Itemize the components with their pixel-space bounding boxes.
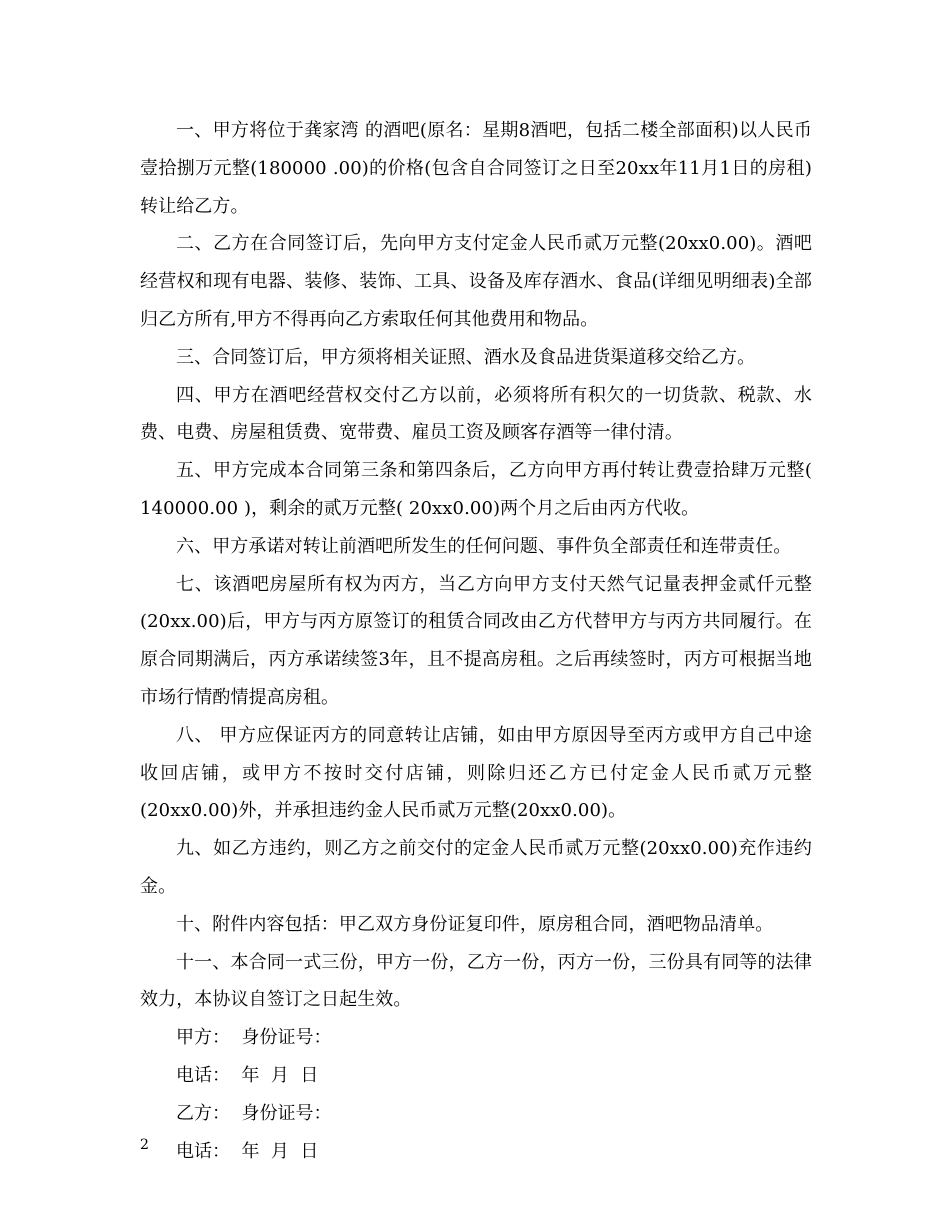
contract-body — [140, 112, 812, 1170]
clause-6: 六、甲方承诺对转让前酒吧所发生的任何问题、事件负全部责任和连带责任。 — [176, 535, 792, 557]
clause-7: 七、该酒吧房屋所有权为丙方，当乙方向甲方支付天然气记量表押金贰仟元整(20xx.00)后，甲方与丙方原签订的租赁合同改由乙方代替甲方与丙方共同履行。在原合同期满后，丙方承诺续签3年，且不提高房租。之后再续签时，丙方可根据当地市场行情酌情提高房租。 — [140, 573, 812, 708]
clause-3: 三、合同签订后，甲方须将相关证照、酒水及食品进货渠道移交给乙方。 — [176, 346, 756, 368]
clause-4: 四、甲方在酒吧经营权交付乙方以前，必须将所有积欠的一切货款、税款、水费、电费、房屋租赁费、宽带费、雇员工资及顾客存酒等一律付清。 — [140, 384, 812, 444]
clause-1: 一、甲方将位于龚家湾 的酒吧(原名：星期8酒吧，包括二楼全部面积)以人民币壹拾捌万元整(180000 .00)的价格(包含自合同签订之日至20xx年11月1日的房租)转让给乙方。 — [140, 120, 812, 217]
party-b-id-line: 乙方： 身份证号： — [176, 1102, 332, 1124]
party-a-id-line: 甲方： 身份证号： — [176, 1027, 332, 1049]
party-b-phone-line: 电话： 年 月 日 — [176, 1140, 319, 1162]
clause-5: 五、甲方完成本合同第三条和第四条后，乙方向甲方再付转让费壹拾肆万元整( 140000.00 )，剩余的贰万元整( 20xx0.00)两个月之后由丙方代收。 — [140, 460, 812, 519]
clause-8: 八、 甲方应保证丙方的同意转让店铺，如由甲方原因导至丙方或甲方自己中途收回店铺，或甲方不按时交付店铺，则除归还乙方已付定金人民币贰万元整(20xx0.00)外，并承担违约金人民币贰万元整(20xx0.00)。 — [140, 724, 812, 822]
page-number: 2 — [140, 1137, 149, 1153]
clause-10: 十、附件内容包括：甲乙双方身份证复印件，原房租合同，酒吧物品清单。 — [176, 913, 774, 935]
signature-block — [140, 1019, 812, 1170]
clause-2: 二、乙方在合同签订后，先向甲方支付定金人民币贰万元整(20xx0.00)。酒吧经营权和现有电器、装修、装饰、工具、设备及库存酒水、食品(详细见明细表)全部归乙方所有,甲方不得再向乙方索取任何其他费用和物品。 — [140, 233, 812, 330]
clause-9: 九、如乙方违约，则乙方之前交付的定金人民币贰万元整(20xx0.00)充作违约金。 — [140, 838, 812, 897]
clause-11: 十一、本合同一式三份，甲方一份，乙方一份，丙方一份，三份具有同等的法律效力，本协议自签订之日起生效。 — [140, 951, 812, 1011]
party-a-phone-line: 电话： 年 月 日 — [176, 1064, 319, 1086]
